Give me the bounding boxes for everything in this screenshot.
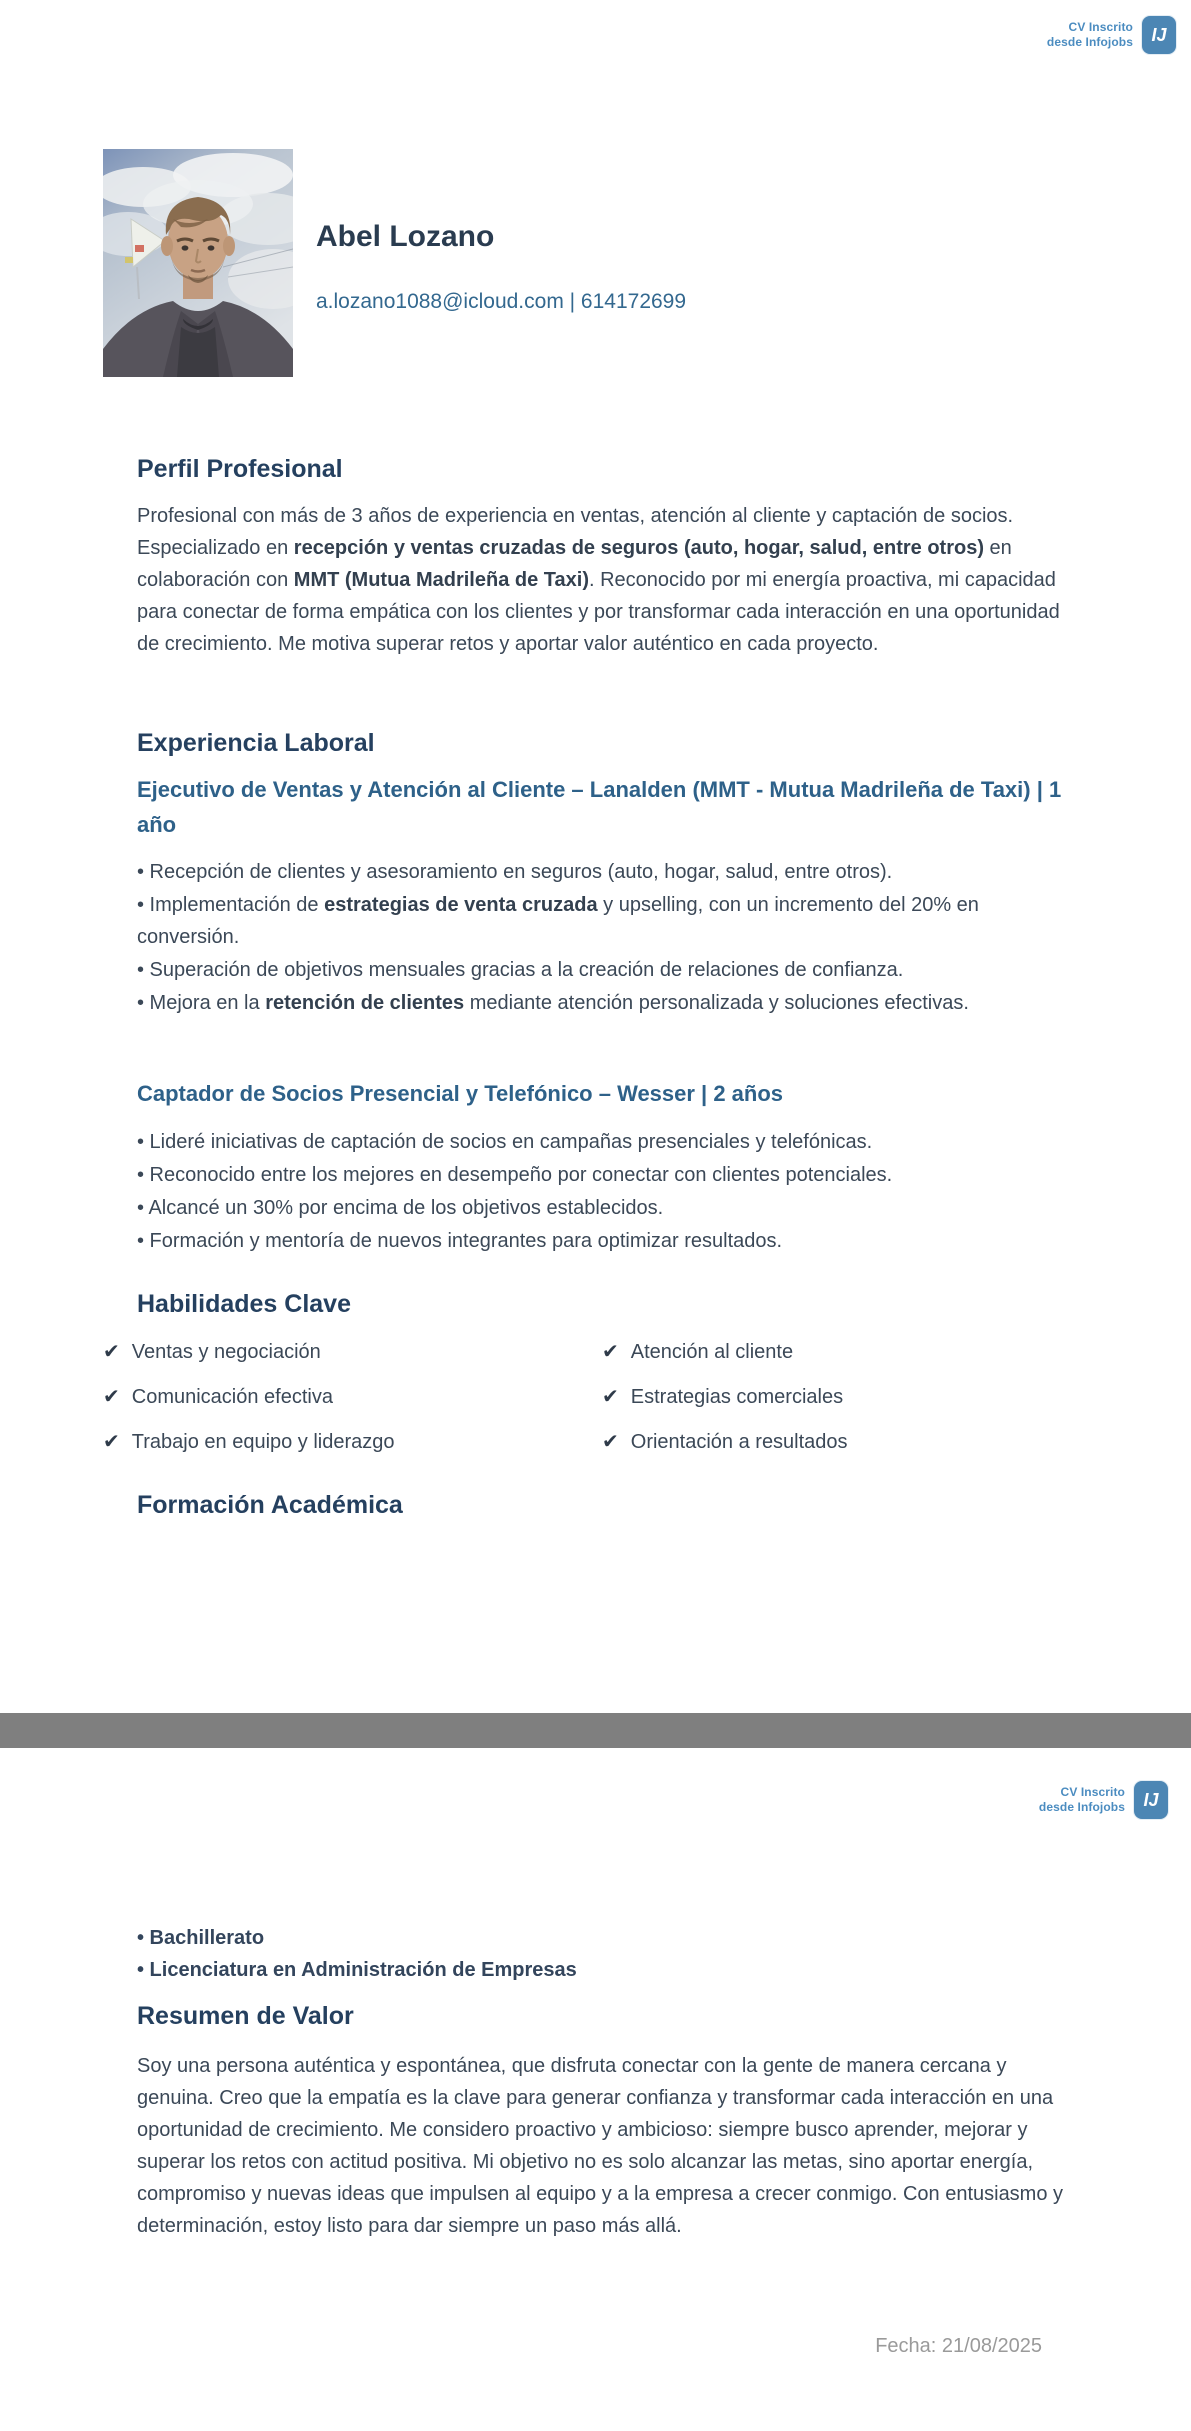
- profile-photo: [103, 149, 293, 382]
- section-title-resumen: Resumen de Valor: [137, 2002, 354, 2030]
- bullet-item: • Mejora en la retención de clientes mediante atención personalizada y soluciones efectivas.: [137, 992, 969, 1014]
- skills-column-right: [602, 1330, 848, 1465]
- skill-label: Ventas y negociación: [131, 1341, 321, 1363]
- section-title-habilidades: Habilidades Clave: [137, 1290, 351, 1318]
- job-title: Ejecutivo de Ventas y Atención al Cliente – Lanalden (MMT - Mutua Madrileña de Taxi) | 1 año: [137, 777, 1062, 837]
- skills-column-left: [103, 1330, 395, 1465]
- skill-item: [602, 1420, 848, 1465]
- badge-line1: CV Inscrito: [1060, 1785, 1125, 1799]
- bullet-item: • Implementación de estrategias de venta cruzada y upselling, con un incremento del 20% en conversión.: [137, 894, 979, 948]
- candidate-name: Abel Lozano: [316, 220, 495, 253]
- bullet-item: • Lideré iniciativas de captación de socios en campañas presenciales y telefónicas.: [137, 1131, 873, 1153]
- skill-label: Atención al cliente: [630, 1341, 794, 1363]
- infojobs-logo-icon: IJ: [1142, 16, 1176, 54]
- skill-label: Estrategias comerciales: [630, 1386, 844, 1408]
- infojobs-badge: [1039, 1781, 1168, 1819]
- check-icon: ✔: [602, 1386, 619, 1408]
- page-break-divider: [0, 1713, 1191, 1748]
- infojobs-badge-label: [1047, 20, 1133, 50]
- skill-item: [103, 1330, 395, 1375]
- badge-line1: CV Inscrito: [1068, 20, 1133, 34]
- education-item: • Bachillerato: [137, 1927, 265, 1949]
- check-icon: ✔: [103, 1386, 120, 1408]
- job-bullet-list: [137, 1126, 1067, 1258]
- skill-item: [103, 1420, 395, 1465]
- infojobs-badge: [1047, 16, 1176, 54]
- job-bullet-list: [137, 856, 1067, 1020]
- bullet-item: • Alcancé un 30% por encima de los objetivos establecidos.: [137, 1197, 664, 1219]
- education-list: [137, 1922, 577, 1986]
- check-icon: ✔: [602, 1431, 619, 1453]
- resumen-paragraph: Soy una persona auténtica y espontánea, que disfruta conectar con la gente de manera cercana y genuina. Creo que la empatía es la clave para generar confianza y transformar cada interacción en una oportunidad de crecimiento. Me considero proactivo y ambicioso: siempre busco aprender, mejorar y superar los retos con actitud positiva. Mi objetivo no es solo alcanzar las metas, sino aportar energía, compromiso y nuevas ideas que impulsen al equipo y a la empresa a crecer conmigo. Con entusiasmo y determinación, estoy listo para dar siempre un paso más allá.: [137, 2055, 1064, 2237]
- contact-line: a.lozano1088@icloud.com | 614172699: [316, 290, 687, 313]
- bullet-item: • Reconocido entre los mejores en desempeño por conectar con clientes potenciales.: [137, 1164, 893, 1186]
- bullet-item: • Formación y mentoría de nuevos integrantes para optimizar resultados.: [137, 1230, 783, 1252]
- bullet-item: • Superación de objetivos mensuales gracias a la creación de relaciones de confianza.: [137, 959, 904, 981]
- skill-item: [602, 1330, 848, 1375]
- section-title-perfil: Perfil Profesional: [137, 455, 343, 483]
- infojobs-logo-icon: IJ: [1134, 1781, 1168, 1819]
- skill-label: Orientación a resultados: [630, 1431, 848, 1453]
- skill-item: [103, 1375, 395, 1420]
- section-title-experiencia: Experiencia Laboral: [137, 729, 375, 757]
- education-item: • Licenciatura en Administración de Empresas: [137, 1959, 577, 1981]
- skill-item: [602, 1375, 848, 1420]
- skill-label: Comunicación efectiva: [131, 1386, 333, 1408]
- bullet-item: • Recepción de clientes y asesoramiento en seguros (auto, hogar, salud, entre otros).: [137, 861, 893, 883]
- fecha-label: Fecha: 21/08/2025: [875, 2335, 1042, 2357]
- check-icon: ✔: [103, 1341, 120, 1363]
- job-title: Captador de Socios Presencial y Telefónico – Wesser | 2 años: [137, 1081, 784, 1106]
- skill-label: Trabajo en equipo y liderazgo: [131, 1431, 395, 1453]
- infojobs-badge-label: [1039, 1785, 1125, 1815]
- section-title-formacion: Formación Académica: [137, 1491, 403, 1519]
- check-icon: ✔: [103, 1431, 120, 1453]
- check-icon: ✔: [602, 1341, 619, 1363]
- badge-line2: desde Infojobs: [1046, 35, 1133, 49]
- perfil-paragraph: Profesional con más de 3 años de experiencia en ventas, atención al cliente y captación de socios. Especializado en recepción y ventas cruzadas de seguros (auto, hogar, salud, entre otros) en colaboración con MMT (Mutua Madrileña de Taxi). Reconocido por mi energía proactiva, mi capacidad para conectar de forma empática con los clientes y por transformar cada interacción en una oportunidad de crecimiento. Me motiva superar retos y aportar valor auténtico en cada proyecto.: [137, 505, 1060, 655]
- badge-line2: desde Infojobs: [1038, 1800, 1125, 1814]
